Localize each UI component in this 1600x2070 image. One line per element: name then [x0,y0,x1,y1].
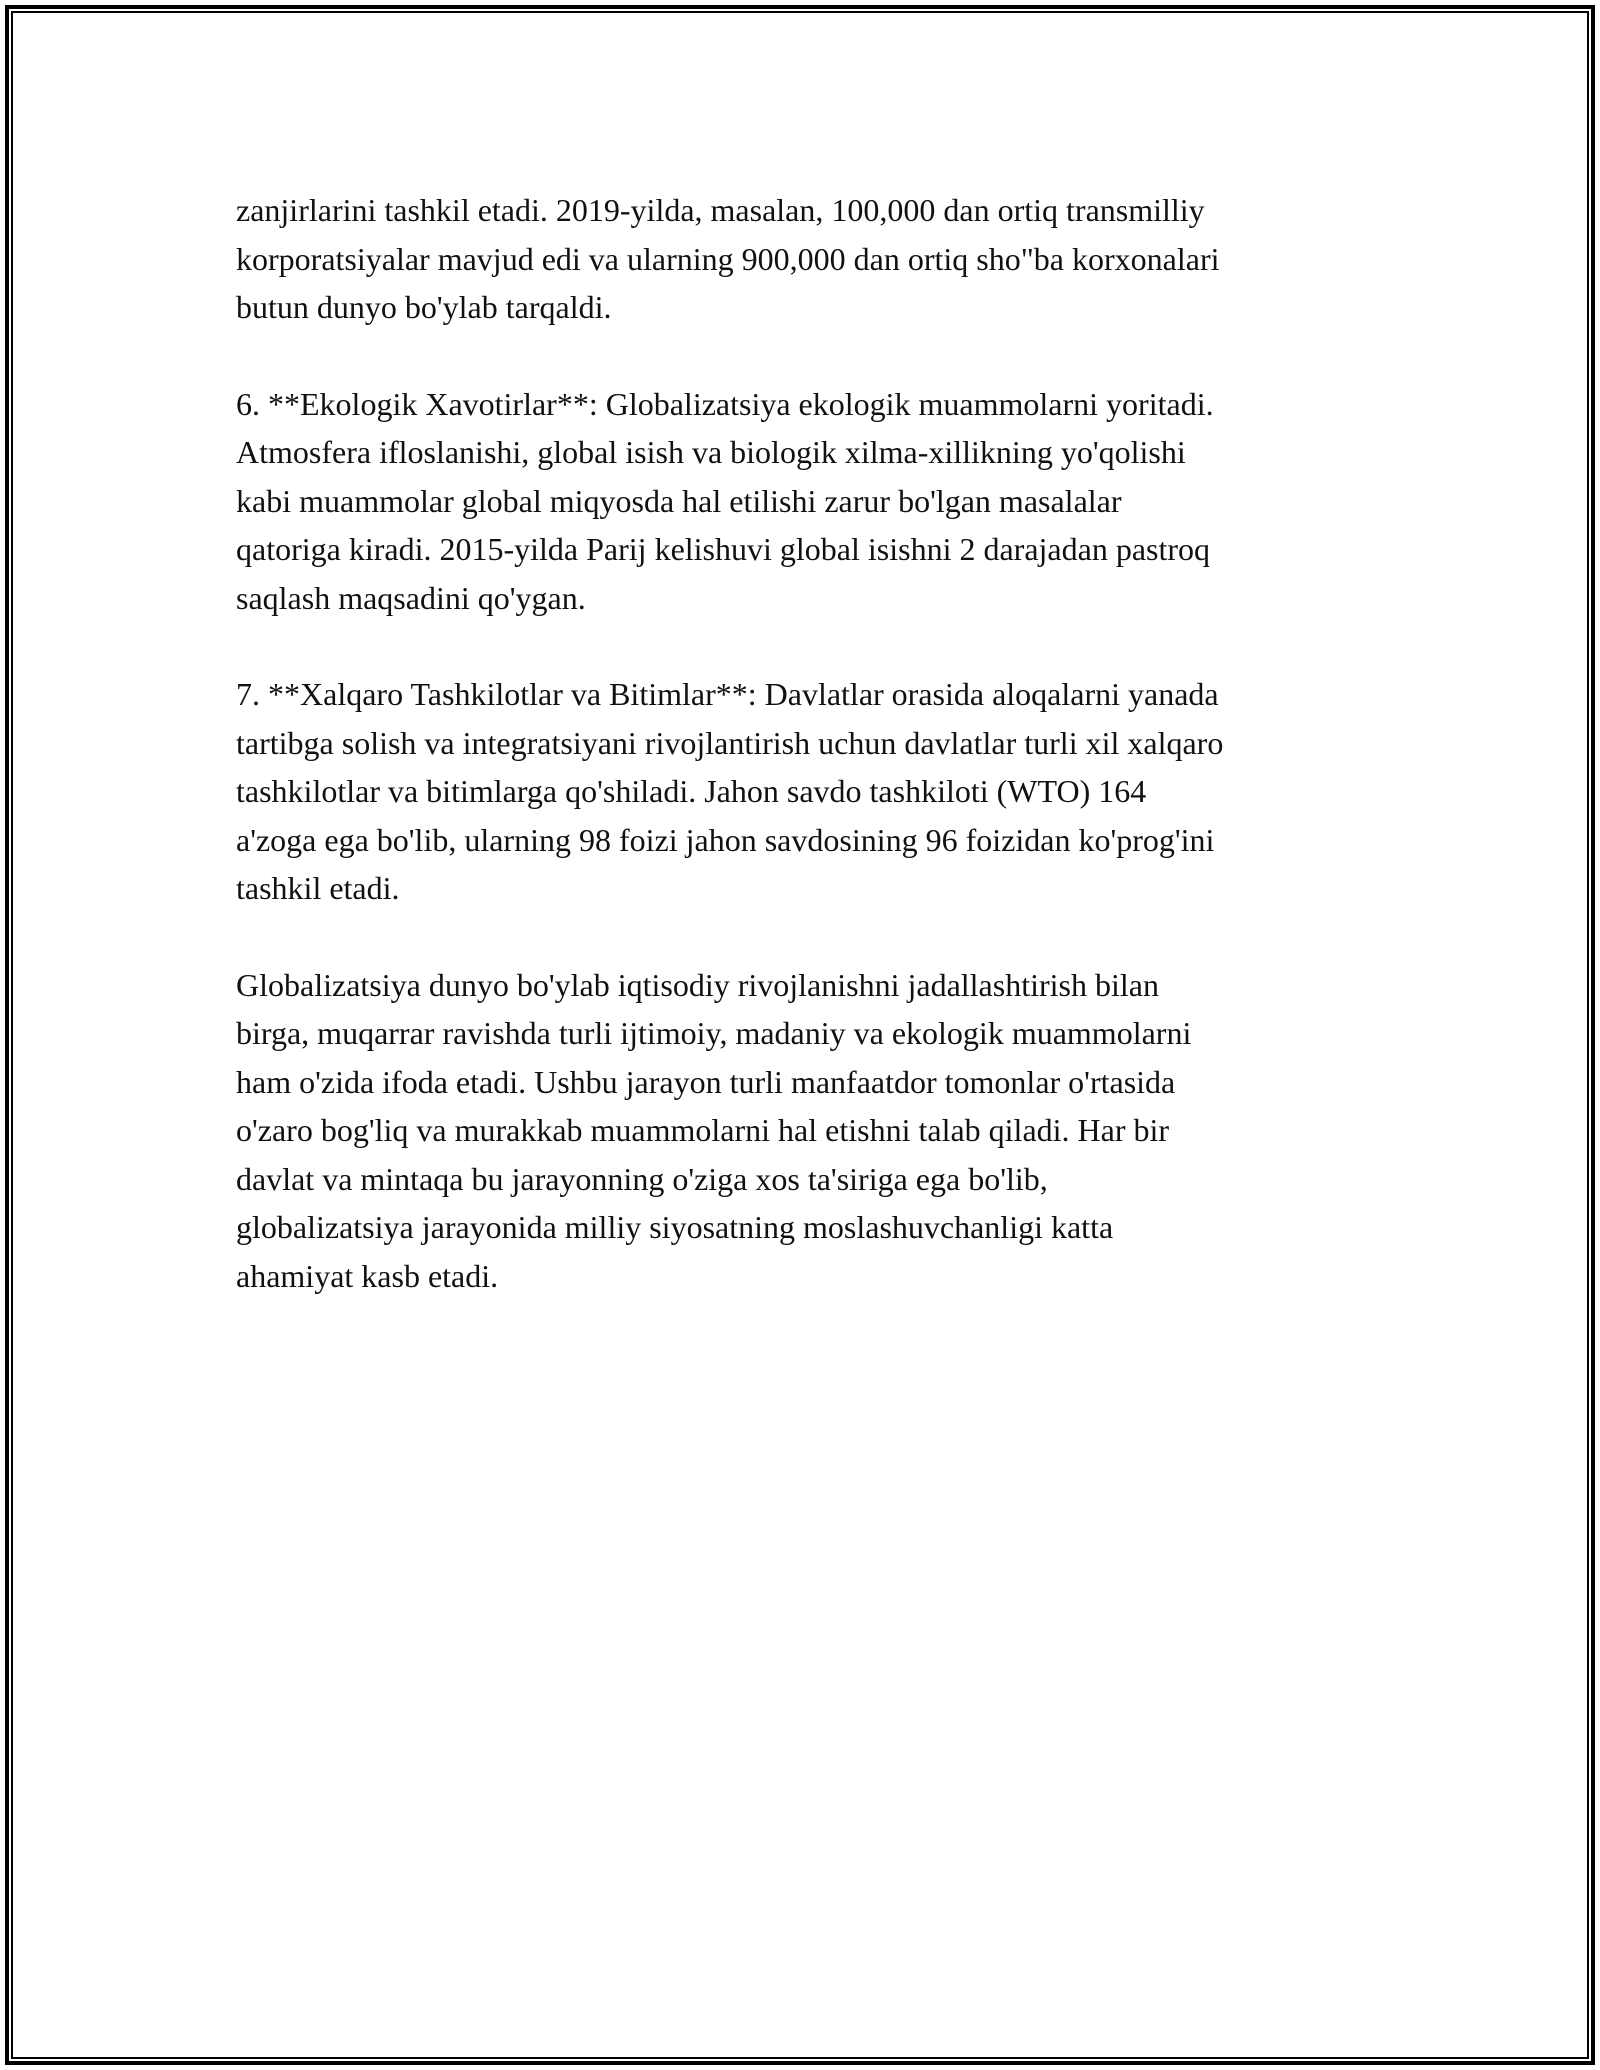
paragraph-conclusion [236,961,1376,1301]
document-body [236,186,1376,1348]
text-line: tashkil etadi. [236,870,400,906]
paragraph-ecological-concerns [236,380,1376,623]
text-line: 6. **Ekologik Xavotirlar**: Globalizatsiya ekologik muammolarni yoritadi. [236,385,1214,422]
text-line: davlat va mintaqa bu jarayonning o'ziga xos ta'siriga ega bo'lib, [236,1160,1048,1197]
text-line: korporatsiyalar mavjud edi va ularning 900,000 dan ortiq sho"ba korxonalari [236,240,1220,277]
text-line: globalizatsiya jarayonida milliy siyosatning moslashuvchanligi katta [236,1209,1114,1245]
text-line: a'zoga ega bo'lib, ularning 98 foizi jahon savdosining 96 foizidan ko'prog'ini [236,821,1215,858]
text-line: Atmosfera ifloslanishi, global isish va biologik xilma-xillikning yo'qolishi [236,434,1186,470]
text-line: o'zaro bog'liq va murakkab muammolarni hal etishni talab qiladi. Har bir [236,1112,1170,1148]
text-line: birga, muqarrar ravishda turli ijtimoiy, madaniy va ekologik muammolarni [236,1015,1192,1051]
text-line: zanjirlarini tashkil etadi. 2019-yilda, masalan, 100,000 dan ortiq transmilliy [236,192,1205,228]
text-line: qatoriga kiradi. 2015-yilda Parij kelishuvi global isishni 2 darajadan pastroq [236,531,1211,567]
text-line: ham o'zida ifoda etadi. Ushbu jarayon turli manfaatdor tomonlar o'rtasida [236,1063,1176,1100]
text-line: kabi muammolar global miqyosda hal etilishi zarur bo'lgan masalalar [236,482,1122,519]
text-line: 7. **Xalqaro Tashkilotlar va Bitimlar**: Davlatlar orasida aloqalarni yanada [236,676,1219,712]
text-line: ahamiyat kasb etadi. [236,1257,499,1294]
text-line: tartibga solish va integratsiyani rivojlantirish uchun davlatlar turli xil xalqaro [236,724,1224,761]
paragraph-transnational-corporations [236,186,1376,332]
text-line: saqlash maqsadini qo'ygan. [236,579,586,616]
paragraph-international-organizations [236,670,1376,913]
text-line: butun dunyo bo'ylab tarqaldi. [236,289,612,325]
text-line: Globalizatsiya dunyo bo'ylab iqtisodiy rivojlanishni jadallashtirish bilan [236,966,1159,1003]
text-line: tashkilotlar va bitimlarga qo'shiladi. Jahon savdo tashkiloti (WTO) 164 [236,773,1147,809]
